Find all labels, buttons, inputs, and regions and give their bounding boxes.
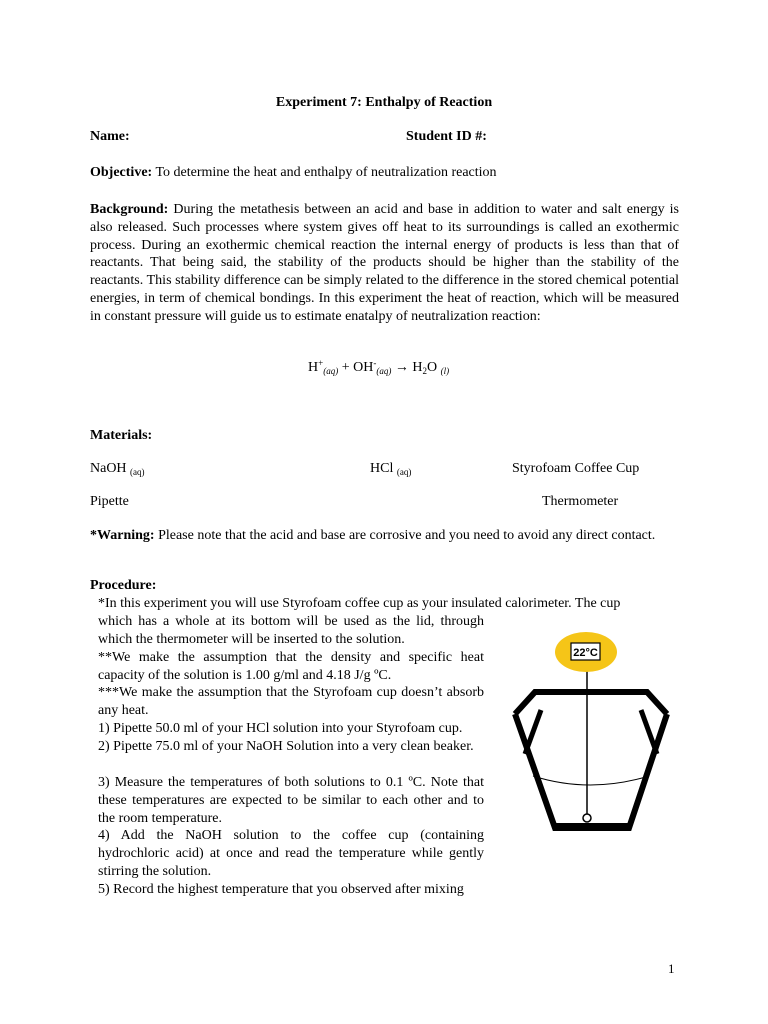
page-title: Experiment 7: Enthalpy of Reaction (275, 95, 493, 110)
eq-subscript-2: 2 (422, 366, 427, 376)
eq-h: H (308, 360, 319, 375)
thermometer-bulb (583, 814, 591, 822)
eq-aq2: (aq) (376, 366, 392, 376)
objective-text: To determine the heat and enthalpy of neutralization reaction (152, 165, 497, 180)
procedure-assumption-1: **We make the assumption that the density and specific heat capacity of the solution is 1.00 g/ml and 4.18 J/g ºC. (98, 650, 484, 683)
hcl-text: HCl (370, 461, 397, 476)
eq-plus-oh: + OH (338, 360, 374, 375)
warning-paragraph (90, 527, 680, 545)
procedure-intro-rest: which has a whole at its bottom will be used as the lid, through which the thermometer will be inserted to the solution. (98, 614, 484, 647)
procedure-step-5: 5) Record the highest temperature that you observed after mixing (98, 882, 464, 897)
name-label: Name: (90, 129, 130, 144)
material-hcl (370, 460, 411, 478)
cup-inner-right (641, 710, 657, 754)
procedure-step-3: 3) Measure the temperatures of both solutions to 0.1 ºC. Note that these temperatures are expected to be similar to each other and to the room temperature. (98, 775, 484, 826)
eq-h-charge: + (318, 358, 324, 368)
calorimeter-diagram (505, 628, 675, 838)
background-paragraph (90, 201, 679, 326)
eq-aq1: (aq) (323, 366, 339, 376)
material-thermometer: Thermometer (542, 494, 619, 509)
naoh-state: (aq) (130, 467, 145, 477)
warning-text: Please note that the acid and base are corrosive and you need to avoid any direct contact. (154, 528, 656, 543)
procedure-assumption-2: ***We make the assumption that the Styrofoam cup doesn’t absorb any heat. (98, 685, 484, 718)
student-id-label: Student ID #: (406, 129, 487, 144)
eq-liquid: (l) (440, 366, 450, 376)
objective-label: Objective: (90, 165, 153, 180)
eq-o: O (426, 360, 441, 375)
material-pipette: Pipette (90, 494, 129, 509)
procedure-intro-line1: *In this experiment you will use Styrofoam coffee cup as your insulated calorimeter. The cup (98, 596, 621, 611)
procedure-step-1: 1) Pipette 50.0 ml of your HCl solution into your Styrofoam cup. (98, 721, 463, 736)
hcl-state: (aq) (396, 467, 412, 477)
warning-label: *Warning: (90, 528, 155, 543)
procedure-label: Procedure: (90, 578, 157, 593)
background-label: Background: (90, 202, 169, 217)
neutralization-equation (308, 359, 449, 377)
thermometer-reading: 22°C (573, 647, 598, 659)
procedure-step-2: 2) Pipette 75.0 ml of your NaOH Solution into a very clean beaker. (98, 739, 474, 754)
cup-inner-left (525, 710, 541, 754)
solution-surface (533, 776, 649, 785)
page-number: 1 (668, 961, 675, 976)
objective (90, 164, 497, 182)
material-naoh (90, 460, 145, 478)
procedure-step-4: 4) Add the NaOH solution to the coffee cup (containing hydrochloric acid) at once and read the temperature while gently stirring the solution. (98, 828, 484, 879)
eq-oh-charge: - (373, 358, 377, 368)
naoh-text: NaOH (90, 461, 131, 476)
calorimeter-cup (515, 714, 667, 828)
materials-label: Materials: (90, 428, 153, 443)
background-text: During the metathesis between an acid and base in addition to water and salt energy is also released. Such processes where system gives off heat to its surroundings is called an exothermic process. During an exothermic chemical reaction the internal energy of products is less than that of reactants. That being said, the stability of the products should be higher than the stability of the reactants. This stability difference can be simply related to the difference in the stored chemical potential energies, in term of chemical bondings. In this experiment the heat of reaction, which will be measured in constant pressure will guide us to estimate enatalpy of neutralization reaction: (90, 202, 679, 324)
calorimeter-lid (515, 692, 667, 714)
material-cup: Styrofoam Coffee Cup (512, 461, 640, 476)
eq-arrow-h: → H (391, 360, 423, 375)
